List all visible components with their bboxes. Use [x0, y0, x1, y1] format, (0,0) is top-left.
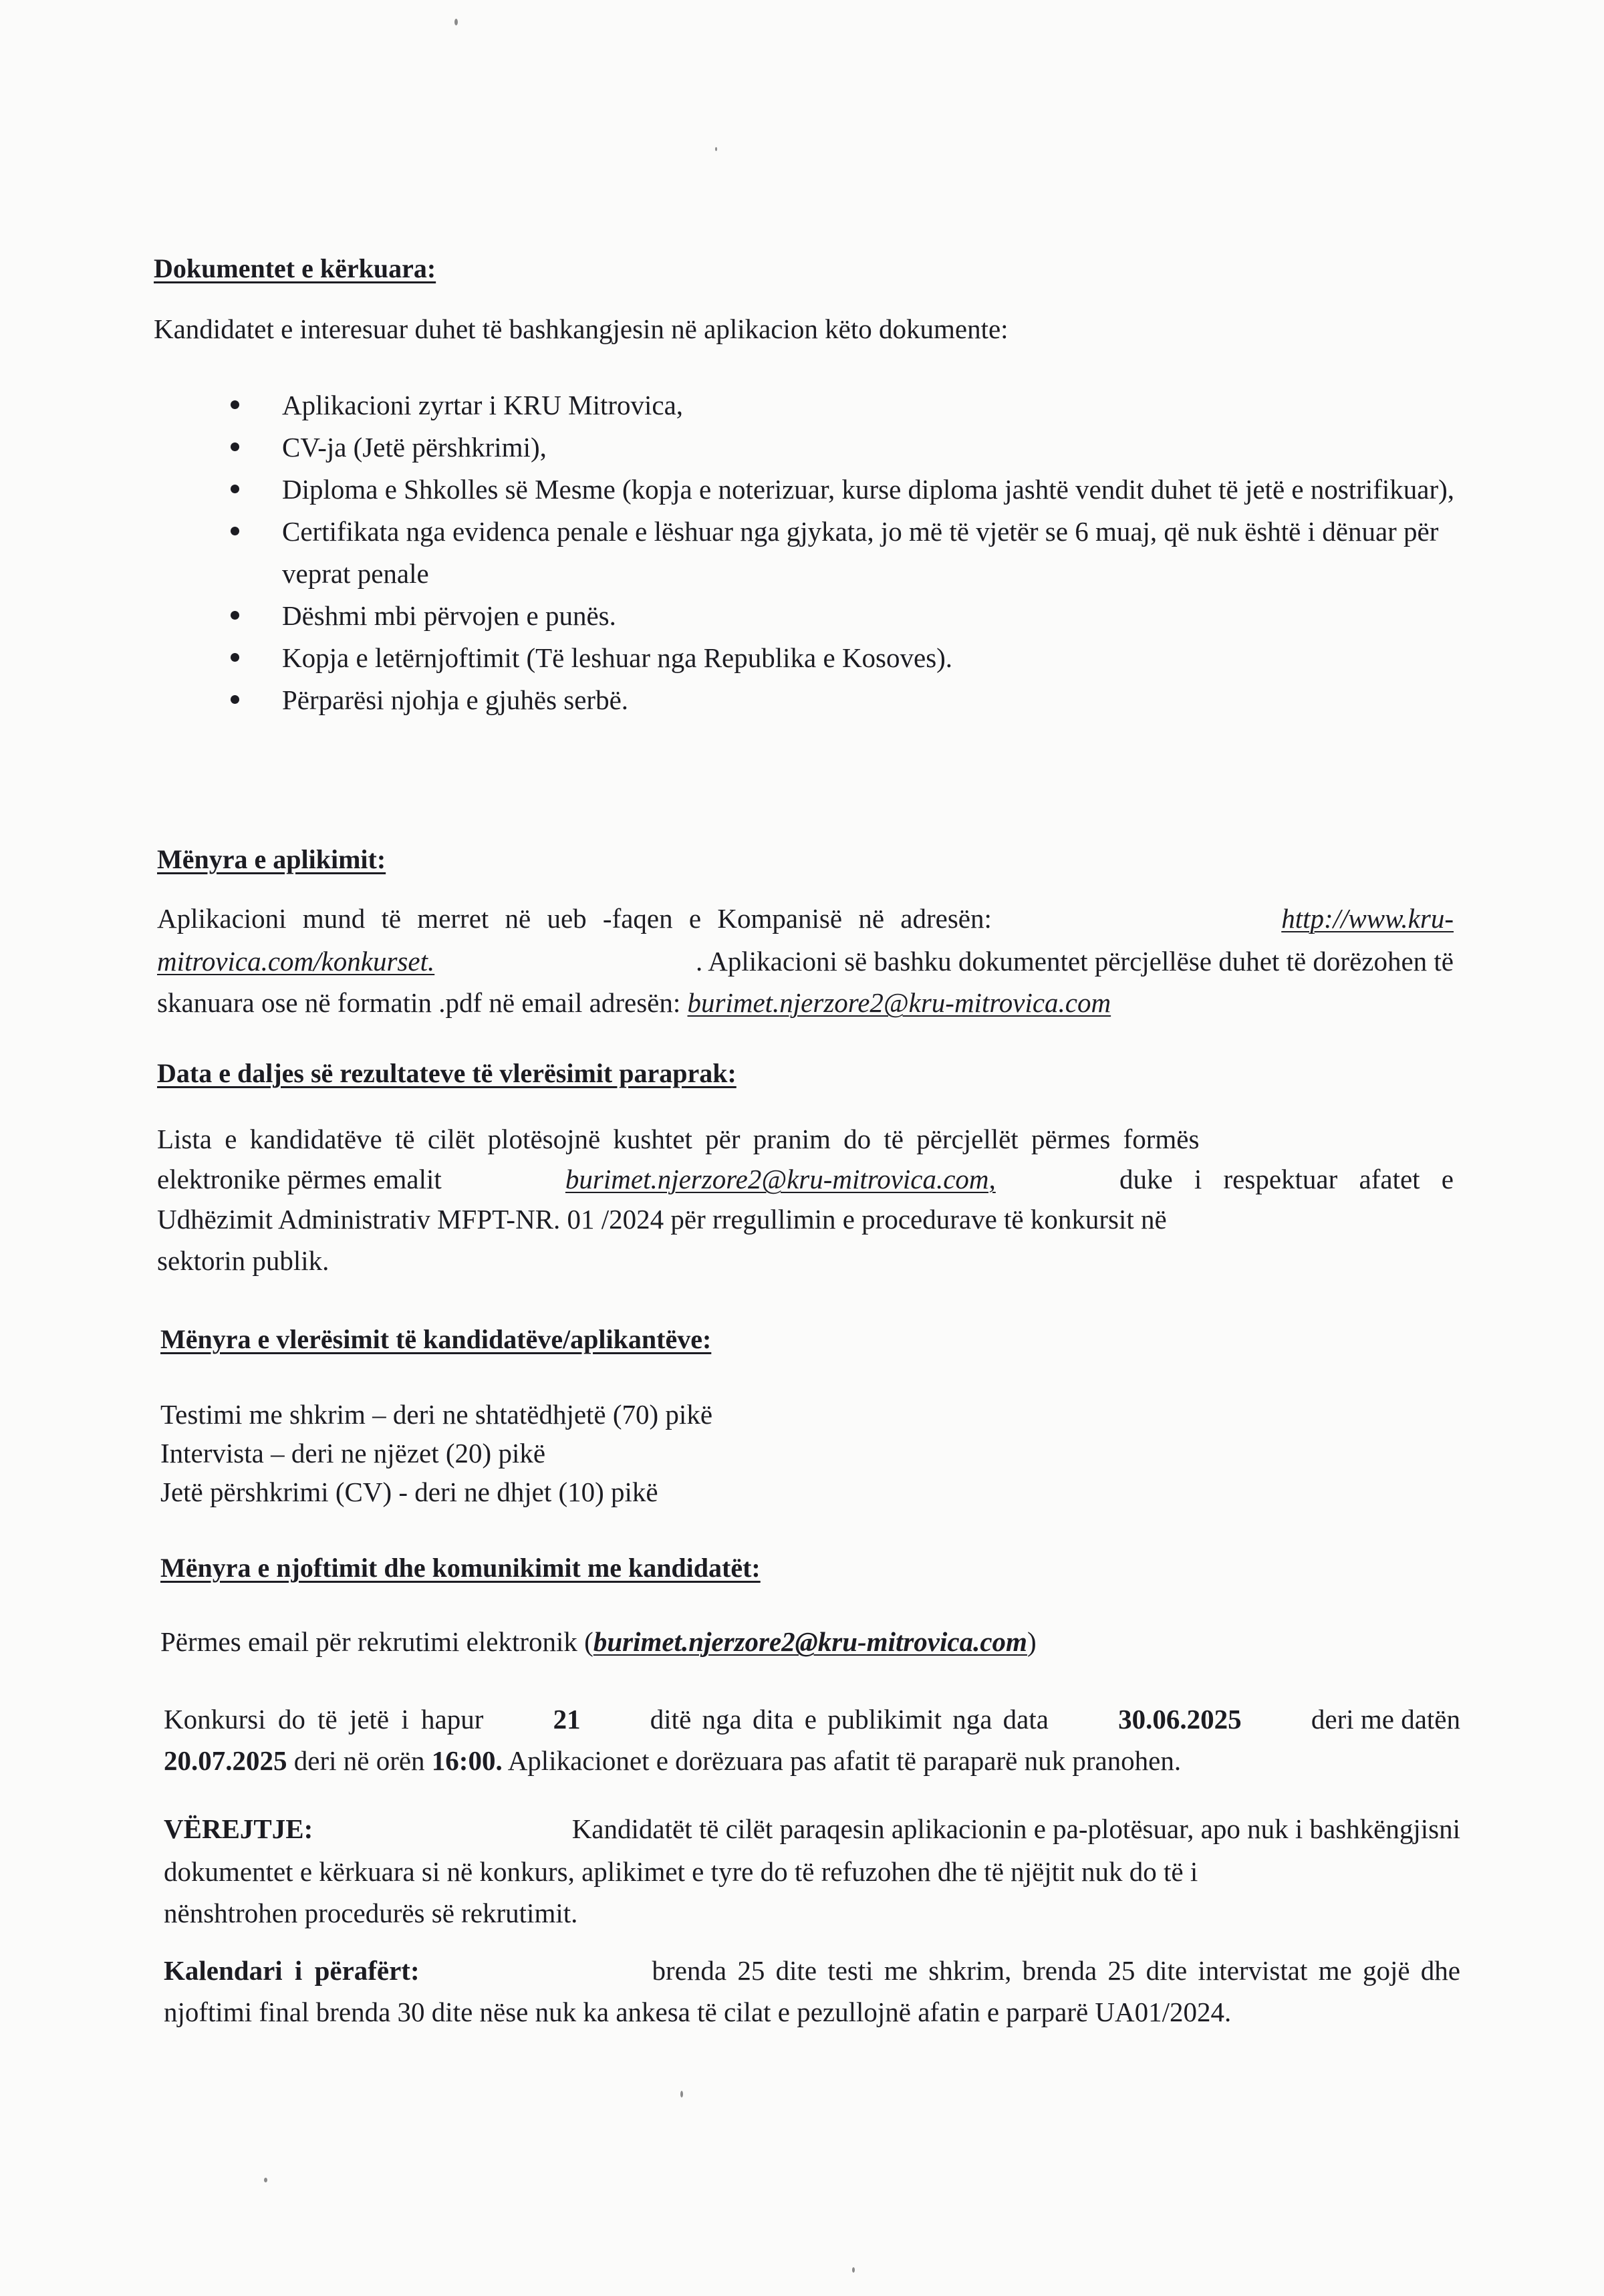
scan-speck	[852, 2267, 855, 2273]
website-link[interactable]: http://www.kru-	[1281, 903, 1454, 934]
bullet-icon	[231, 485, 239, 493]
competition-start-date: 30.06.2025	[1118, 1704, 1242, 1735]
application-text-2: . Aplikacioni së bashku dokumentet përcjellëse duhet të dorëzohen të	[696, 946, 1454, 977]
note-line-1	[164, 1813, 1460, 1845]
scan-speck	[715, 147, 717, 151]
notification-email-link[interactable]: burimet.njerzore2@kru-mitrovica.com	[593, 1626, 1027, 1657]
website-link-continued[interactable]: mitrovica.com/konkurset.	[157, 946, 435, 977]
calendar-line-2: njoftimi final brenda 30 dite nëse nuk ka ankesa të cilat e pezullojnë afatin e parparë UA01/2024.	[164, 1997, 1232, 2027]
note-line-3: nënshtrohen procedurës së rekrutimit.	[164, 1898, 578, 1928]
application-line-2	[157, 945, 1454, 977]
competition-text-2a: deri në orën	[293, 1745, 425, 1776]
list-item: Diploma e Shkolles së Mesme (kopja e noterizuar, kurse diploma jashtë vendit duhet të jetë e nostrifikuar),	[231, 469, 1467, 511]
note-line-2: dokumentet e kërkuara si në konkurs, aplikimet e tyre do të refuzohen dhe të njëjtit nuk do të i	[164, 1856, 1198, 1887]
note-label: VËREJTJE:	[164, 1813, 313, 1844]
application-heading: Mënyra e aplikimit:	[157, 844, 386, 874]
results-line-4: sektorin publik.	[157, 1245, 329, 1276]
competition-text-1c: deri me datën	[1311, 1704, 1460, 1735]
bullet-icon	[231, 611, 239, 620]
results-text-2a: elektronike përmes emalit	[157, 1164, 442, 1194]
bullet-icon	[231, 400, 239, 409]
note-text-1: Kandidatët të cilët paraqesin aplikacionin e pa-plotësuar, apo nuk i bashkëngjisni	[571, 1813, 1460, 1844]
email-link[interactable]: burimet.njerzore2@kru-mitrovica.com	[687, 987, 1111, 1018]
scan-speck	[680, 2091, 683, 2097]
results-line-1	[157, 1123, 1454, 1155]
results-email-link[interactable]: burimet.njerzore2@kru-mitrovica.com,	[565, 1164, 996, 1194]
evaluation-item-interview: Intervista – deri ne njëzet (20) pikë	[160, 1438, 546, 1469]
competition-text-2b: Aplikacionet e dorëzuara pas afatit të paraparë nuk pranohen.	[507, 1745, 1182, 1776]
list-item: Dëshmi mbi përvojen e punës.	[231, 595, 1467, 637]
results-line-2	[157, 1163, 1454, 1195]
list-item: Përparësi njohja e gjuhës serbë.	[231, 679, 1467, 721]
scan-speck	[264, 2178, 267, 2182]
results-text-2b: duke i respektuar afatet e	[1119, 1164, 1454, 1194]
bullet-icon	[231, 442, 239, 451]
list-item: Kopja e letërnjoftimit (Të leshuar nga Republika e Kosoves).	[231, 637, 1467, 679]
documents-list	[231, 384, 1467, 721]
competition-days: 21	[553, 1704, 581, 1735]
evaluation-item-cv: Jetë përshkrimi (CV) - deri ne dhjet (10) pikë	[160, 1477, 658, 1507]
competition-end-time: 16:00.	[431, 1745, 503, 1776]
bullet-icon	[231, 527, 239, 535]
results-line-3: Udhëzimit Administrativ MFPT-NR. 01 /2024 për rregullimin e procedurave të konkursit në	[157, 1204, 1167, 1235]
bullet-icon	[231, 653, 239, 662]
list-item: CV-ja (Jetë përshkrimi),	[231, 426, 1467, 469]
documents-heading: Dokumentet e kërkuara:	[154, 253, 436, 283]
evaluation-item-written: Testimi me shkrim – deri ne shtatëdhjetë (70) pikë	[160, 1399, 713, 1430]
competition-text-1b: ditë nga dita e publikimit nga data	[650, 1704, 1049, 1735]
notification-text: Përmes email për rekrutimi elektronik (	[160, 1626, 593, 1657]
calendar-line-1	[164, 1954, 1460, 1987]
list-item: Aplikacioni zyrtar i KRU Mitrovica,	[231, 384, 1467, 426]
list-item: Certifikata nga evidenca penale e lëshuar nga gjykata, jo më të vjetër se 6 muaj, që nuk është i dënuar për veprat penale	[231, 511, 1467, 595]
application-line-3	[157, 987, 1111, 1019]
scan-speck	[454, 19, 458, 25]
competition-end-date: 20.07.2025	[164, 1745, 287, 1776]
competition-text-1a: Konkursi do të jetë i hapur	[164, 1704, 484, 1735]
calendar-text-1: brenda 25 dite testi me shkrim, brenda 25 dite intervistat me gojë dhe	[652, 1955, 1460, 1986]
application-text-3: skanuara ose në formatin .pdf në email adresën:	[157, 987, 681, 1018]
evaluation-heading: Mënyra e vlerësimit të kandidatëve/aplikantëve:	[160, 1324, 712, 1354]
documents-intro: Kandidatet e interesuar duhet të bashkangjesin në aplikacion këto dokumente:	[154, 313, 1009, 344]
competition-line-1	[164, 1703, 1460, 1735]
notification-line	[160, 1626, 1037, 1658]
competition-line-2	[164, 1745, 1181, 1777]
application-line-1	[157, 902, 1454, 934]
notification-heading: Mënyra e njoftimit dhe komunikimit me kandidatët:	[160, 1553, 761, 1583]
results-heading: Data e daljes së rezultateve të vlerësimit paraprak:	[157, 1058, 737, 1088]
notification-text-end: )	[1027, 1626, 1037, 1657]
application-text-1: Aplikacioni mund të merret në ueb -faqen e Kompanisë në adresën:	[157, 903, 992, 934]
results-text-1: Lista e kandidatëve të cilët plotësojnë kushtet për pranim do të përcjellët përmes formës	[157, 1124, 1200, 1154]
bullet-icon	[231, 695, 239, 704]
calendar-label: Kalendari i përafërt:	[164, 1955, 420, 1986]
